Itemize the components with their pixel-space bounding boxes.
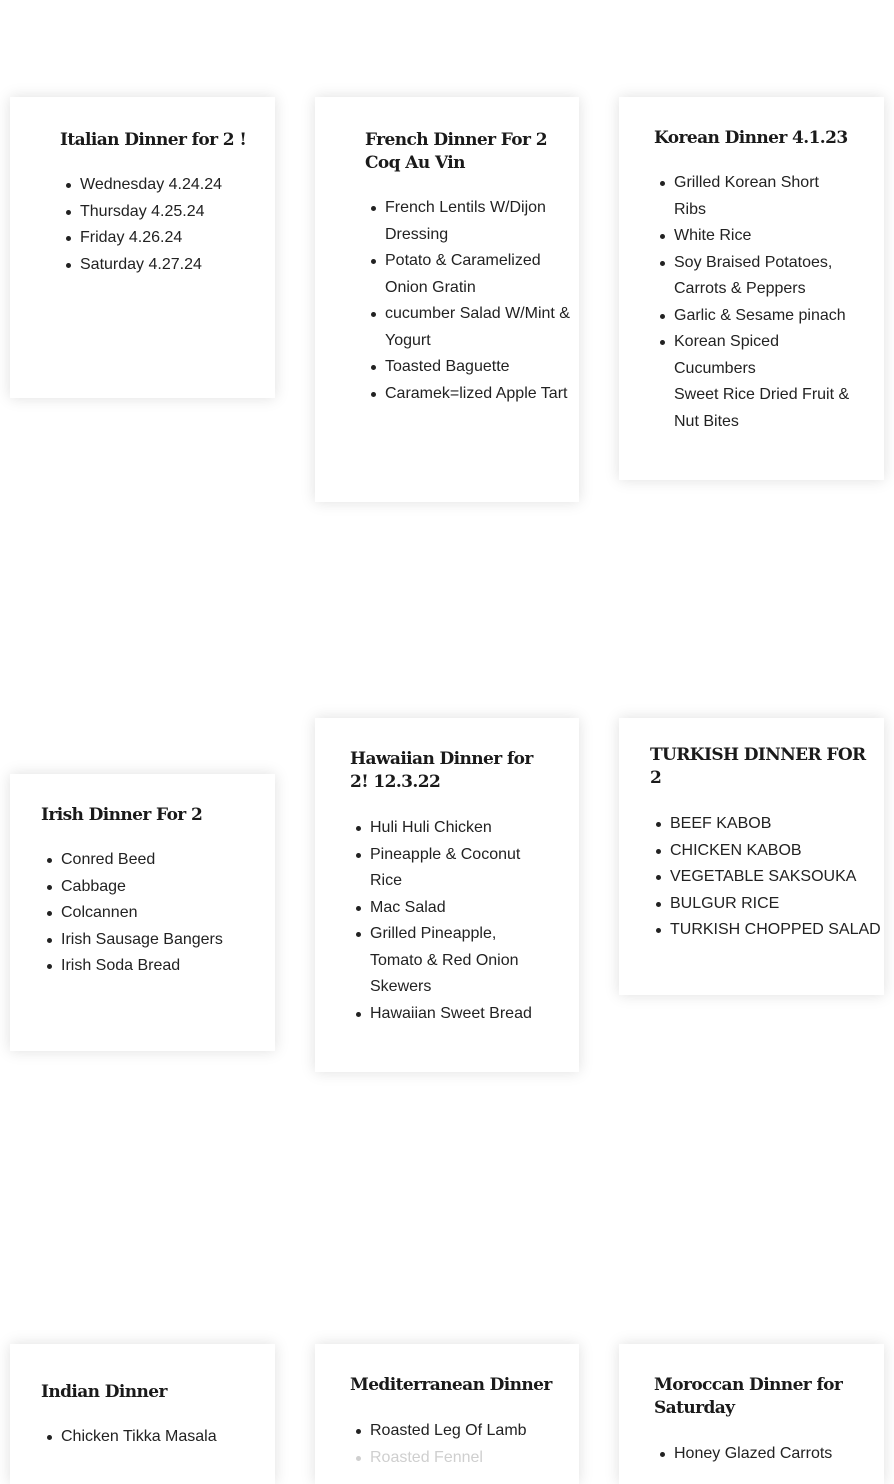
menu-card-korean xyxy=(619,97,884,480)
menu-card-turkish xyxy=(619,718,884,995)
list-item: Grilled Korean Short Ribs xyxy=(674,170,854,223)
list-item: TURKISH CHOPPED SALAD xyxy=(670,917,880,944)
menu-card-italian xyxy=(10,97,275,398)
list-item: Potato & Caramelized Onion Gratin xyxy=(385,248,580,301)
menu-card-indian xyxy=(10,1344,275,1484)
card-title: Irish Dinner For 2 xyxy=(41,805,203,825)
menu-list xyxy=(350,815,550,1027)
menu-card-irish xyxy=(10,774,275,1051)
list-item: BULGUR RICE xyxy=(670,891,880,918)
menu-list xyxy=(41,847,265,980)
list-item: Soy Braised Potatoes, Carrots & Peppers xyxy=(674,250,854,303)
card-title: Italian Dinner for 2 ! xyxy=(60,130,247,150)
list-item: Roasted Fennel xyxy=(370,1445,569,1472)
list-item: Grilled Pineapple, Tomato & Red Onion Skewers xyxy=(370,921,550,1001)
menu-list xyxy=(350,1418,569,1471)
menu-list xyxy=(654,1441,874,1468)
list-item: Garlic & Sesame pinach xyxy=(674,303,854,330)
list-item: cucumber Salad W/Mint & Yogurt xyxy=(385,301,580,354)
list-item: Colcannen xyxy=(61,900,265,927)
card-title: Korean Dinner 4.1.23 xyxy=(654,128,848,148)
menu-list xyxy=(41,1424,265,1451)
menu-card-hawaiian xyxy=(315,718,579,1072)
card-title: Indian Dinner xyxy=(41,1382,167,1402)
list-item: Irish Soda Bread xyxy=(61,953,265,980)
menu-card-french xyxy=(315,97,579,502)
list-item: BEEF KABOB xyxy=(670,811,880,838)
list-item: Cabbage xyxy=(61,874,265,901)
list-item: Saturday 4.27.24 xyxy=(80,252,265,279)
list-item: Hawaiian Sweet Bread xyxy=(370,1001,550,1028)
menu-card-moroccan xyxy=(619,1344,884,1484)
menu-list xyxy=(650,811,880,944)
list-item: Korean Spiced Cucumbers xyxy=(674,329,854,382)
menu-list xyxy=(60,172,265,278)
card-title: TURKISH DINNER FOR 2 xyxy=(650,745,866,788)
list-item: VEGETABLE SAKSOUKA xyxy=(670,864,880,891)
list-item: Wednesday 4.24.24 xyxy=(80,172,265,199)
list-item: Mac Salad xyxy=(370,895,550,922)
list-item: Huli Huli Chicken xyxy=(370,815,550,842)
list-item: CHICKEN KABOB xyxy=(670,838,880,865)
list-item: Conred Beed xyxy=(61,847,265,874)
list-item: Caramek=lized Apple Tart xyxy=(385,381,580,408)
list-item: Friday 4.26.24 xyxy=(80,225,265,252)
card-title: Mediterranean Dinner xyxy=(350,1375,552,1395)
list-item: Chicken Tikka Masala xyxy=(61,1424,265,1451)
menu-list xyxy=(365,195,580,407)
list-item: Roasted Leg Of Lamb xyxy=(370,1418,569,1445)
card-title: French Dinner For 2 Coq Au Vin xyxy=(365,130,547,173)
list-item: White Rice xyxy=(674,223,854,250)
menu-card-mediterranean xyxy=(315,1344,579,1484)
card-title: Hawaiian Dinner for 2! 12.3.22 xyxy=(350,749,533,792)
list-item: French Lentils W/Dijon Dressing xyxy=(385,195,580,248)
list-item: Sweet Rice Dried Fruit & Nut Bites xyxy=(674,386,850,430)
list-item: Pineapple & Coconut Rice xyxy=(370,842,550,895)
card-title: Moroccan Dinner for Saturday xyxy=(654,1375,843,1418)
list-item: Irish Sausage Bangers xyxy=(61,927,265,954)
menu-list xyxy=(654,170,854,435)
list-item: Toasted Baguette xyxy=(385,354,580,381)
list-item: Thursday 4.25.24 xyxy=(80,199,265,226)
list-item: Honey Glazed Carrots xyxy=(674,1441,874,1468)
